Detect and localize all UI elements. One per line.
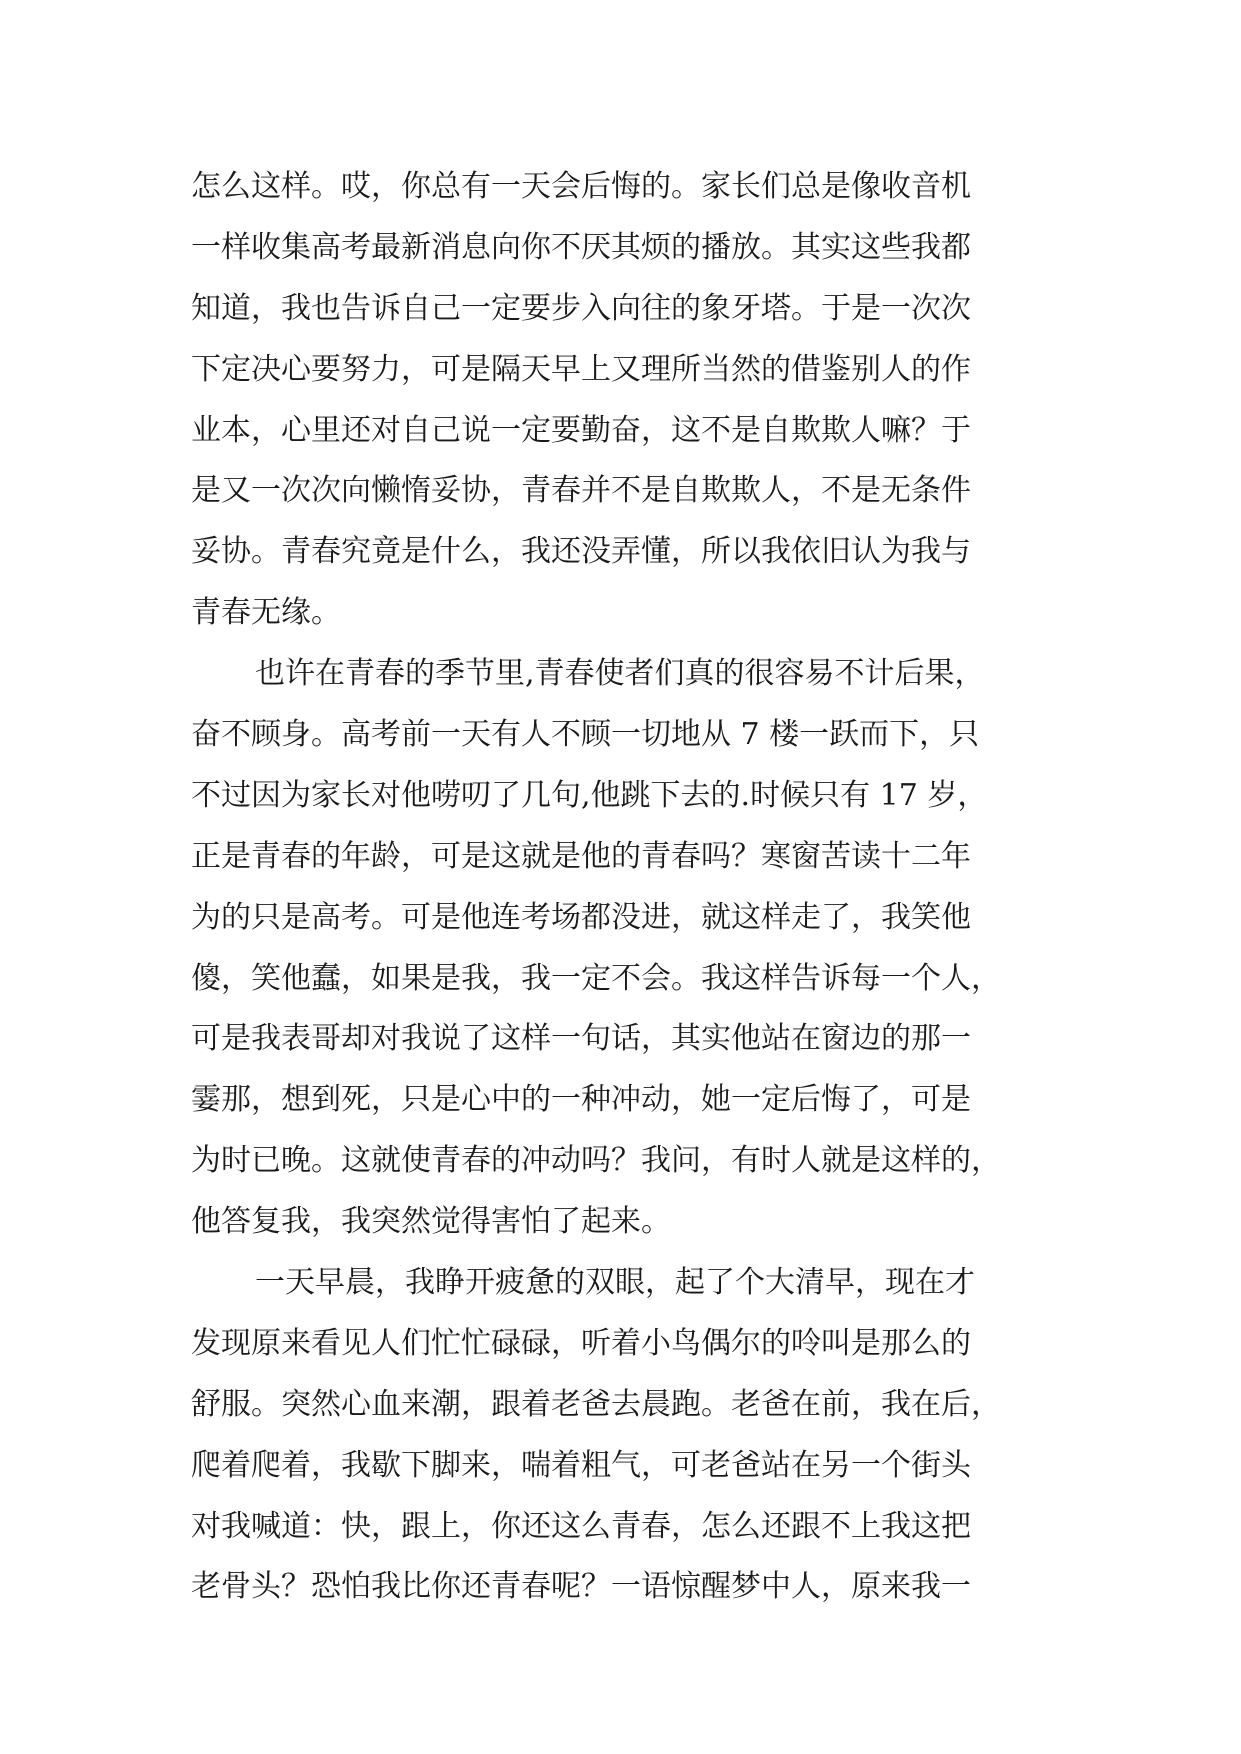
text-line: 老骨头？恐怕我比你还青春呢？一语惊醒梦中人，原来我一 bbox=[191, 1569, 971, 1605]
text-line: 为时已晚。这就使青春的冲动吗？我问，有时人就是这样的， bbox=[191, 1143, 1001, 1179]
text-line: 业本，心里还对自己说一定要勤奋，这不是自欺欺人嘛？于 bbox=[191, 412, 971, 448]
text-line: 霎那，想到死，只是心中的一种冲动，她一定后悔了，可是 bbox=[191, 1082, 971, 1118]
text-line: 不过因为家长对他唠叨了几句,他跳下去的.时候只有 17 岁， bbox=[191, 777, 988, 813]
text-line: 正是青春的年龄，可是这就是他的青春吗？寒窗苦读十二年 bbox=[191, 838, 971, 874]
text-line: 是又一次次向懒惰妥协，青春并不是自欺欺人，不是无条件 bbox=[191, 473, 971, 509]
text-line: 发现原来看见人们忙忙碌碌，听着小鸟偶尔的呤叫是那么的 bbox=[191, 1325, 971, 1361]
text-line: 奋不顾身。高考前一天有人不顾一切地从 7 楼一跃而下，只 bbox=[191, 717, 980, 753]
text-line: 为的只是高考。可是他连考场都没进，就这样走了，我笑他 bbox=[191, 899, 971, 935]
paragraph-first-line: 一天早晨，我睁开疲惫的双眼，起了个大清早，现在才 bbox=[255, 1265, 975, 1301]
text-line: 傻，笑他蠢，如果是我，我一定不会。我这样告诉每一个人， bbox=[191, 960, 1001, 996]
text-line: 下定决心要努力，可是隔天早上又理所当然的借鉴别人的作 bbox=[191, 351, 971, 387]
text-line: 舒服。突然心血来潮，跟着老爸去晨跑。老爸在前，我在后， bbox=[191, 1386, 1001, 1422]
text-line: 知道，我也告诉自己一定要步入向往的象牙塔。于是一次次 bbox=[191, 290, 971, 326]
text-line: 他答复我，我突然觉得害怕了起来。 bbox=[191, 1204, 671, 1240]
text-line: 一样收集高考最新消息向你不厌其烦的播放。其实这些我都 bbox=[191, 229, 971, 265]
paragraph-first-line: 也许在青春的季节里,青春使者们真的很容易不计后果， bbox=[255, 656, 985, 692]
text-line: 青春无缘。 bbox=[191, 595, 341, 631]
text-line: 怎么这样。哎，你总有一天会后悔的。家长们总是像收音机 bbox=[191, 169, 971, 204]
body-text bbox=[191, 157, 1061, 1618]
text-line: 对我喊道：快，跟上，你还这么青春，怎么还跟不上我这把 bbox=[191, 1508, 971, 1544]
text-line: 可是我表哥却对我说了这样一句话，其实他站在窗边的那一 bbox=[191, 1021, 971, 1057]
text-line: 妥协。青春究竟是什么，我还没弄懂，所以我依旧认为我与 bbox=[191, 534, 971, 570]
text-line: 爬着爬着，我歇下脚来，喘着粗气，可老爸站在另一个街头 bbox=[191, 1447, 971, 1483]
